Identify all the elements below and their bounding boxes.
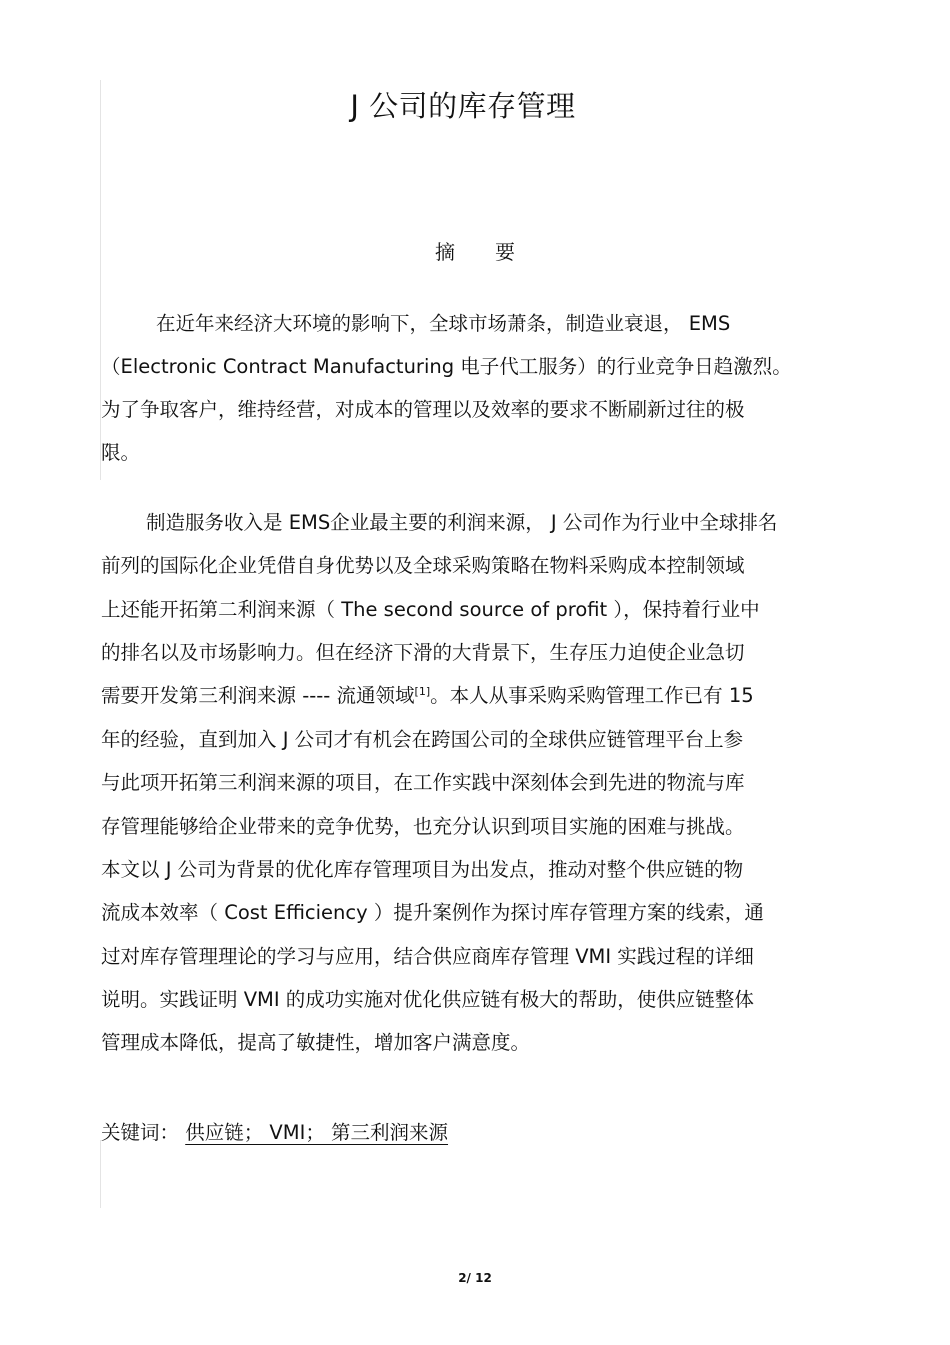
paragraph2-text: 需要开发第三利润来源 ---- 流通领域 [101,684,415,707]
paragraph2-line: 前列的国际化企业凭借自身优势以及全球采购策略在物料采购成本控制领域 [101,554,745,577]
paragraph2-line: 的排名以及市场影响力。但在经济下滑的大背景下，生存压力迫使企业急切 [101,641,745,664]
paragraph2-line: 本文以 J 公司为背景的优化库存管理项目为出发点，推动对整个供应链的物 [101,858,744,881]
paragraph1-line: （Electronic Contract Manufacturing 电子代工服务）的行业竞争日趋激烈。 [101,355,792,378]
paragraph2-line [101,682,754,710]
paragraph2-line: 过对库存管理理论的学习与应用，结合供应商库存管理 VMI 实践过程的详细 [101,945,754,968]
citation-mark: [1] [414,685,431,698]
paragraph2-line: 存管理能够给企业带来的竞争优势，也充分认识到项目实施的困难与挑战。 [101,815,745,838]
page-number: 2/ 12 [458,1271,492,1285]
keywords-line [101,1119,448,1147]
paragraph2-line: 制造服务收入是 EMS企业最主要的利润来源， J 公司作为行业中全球排名 [146,511,778,534]
margin-rule-bottom [100,1140,101,1208]
paragraph1-line: 限。 [101,441,141,464]
paragraph2-line: 上还能开拓第二利润来源（ The second source of profit ），保持着行业中 [101,598,760,621]
paragraph1-line: 为了争取客户，维持经营，对成本的管理以及效率的要求不断刷新过往的极 [101,398,745,421]
paragraph1-line: 在近年来经济大环境的影响下，全球市场萧条，制造业衰退， EMS [156,312,731,335]
abstract-heading: 摘要 [435,240,555,264]
paragraph2-line: 年的经验，直到加入 J 公司才有机会在跨国公司的全球供应链管理平台上参 [101,728,744,751]
paragraph2-line: 说明。实践证明 VMI 的成功实施对优化供应链有极大的帮助，使供应链整体 [101,988,754,1011]
paragraph2-line: 流成本效率（ Cost Efficiency ）提升案例作为探讨库存管理方案的线索，通 [101,901,764,924]
paragraph2-line: 与此项开拓第三利润来源的项目，在工作实践中深刻体会到先进的物流与库 [101,771,745,794]
document-title: J 公司的库存管理 [350,89,576,123]
paragraph2-line: 管理成本降低，提高了敏捷性，增加客户满意度。 [101,1031,531,1054]
keywords-label: 关键词： [101,1121,180,1144]
paragraph2-text: 。本人从事采购采购管理工作已有 15 [430,684,754,707]
keywords-values: 供应链； VMI； 第三利润来源 [185,1121,449,1144]
